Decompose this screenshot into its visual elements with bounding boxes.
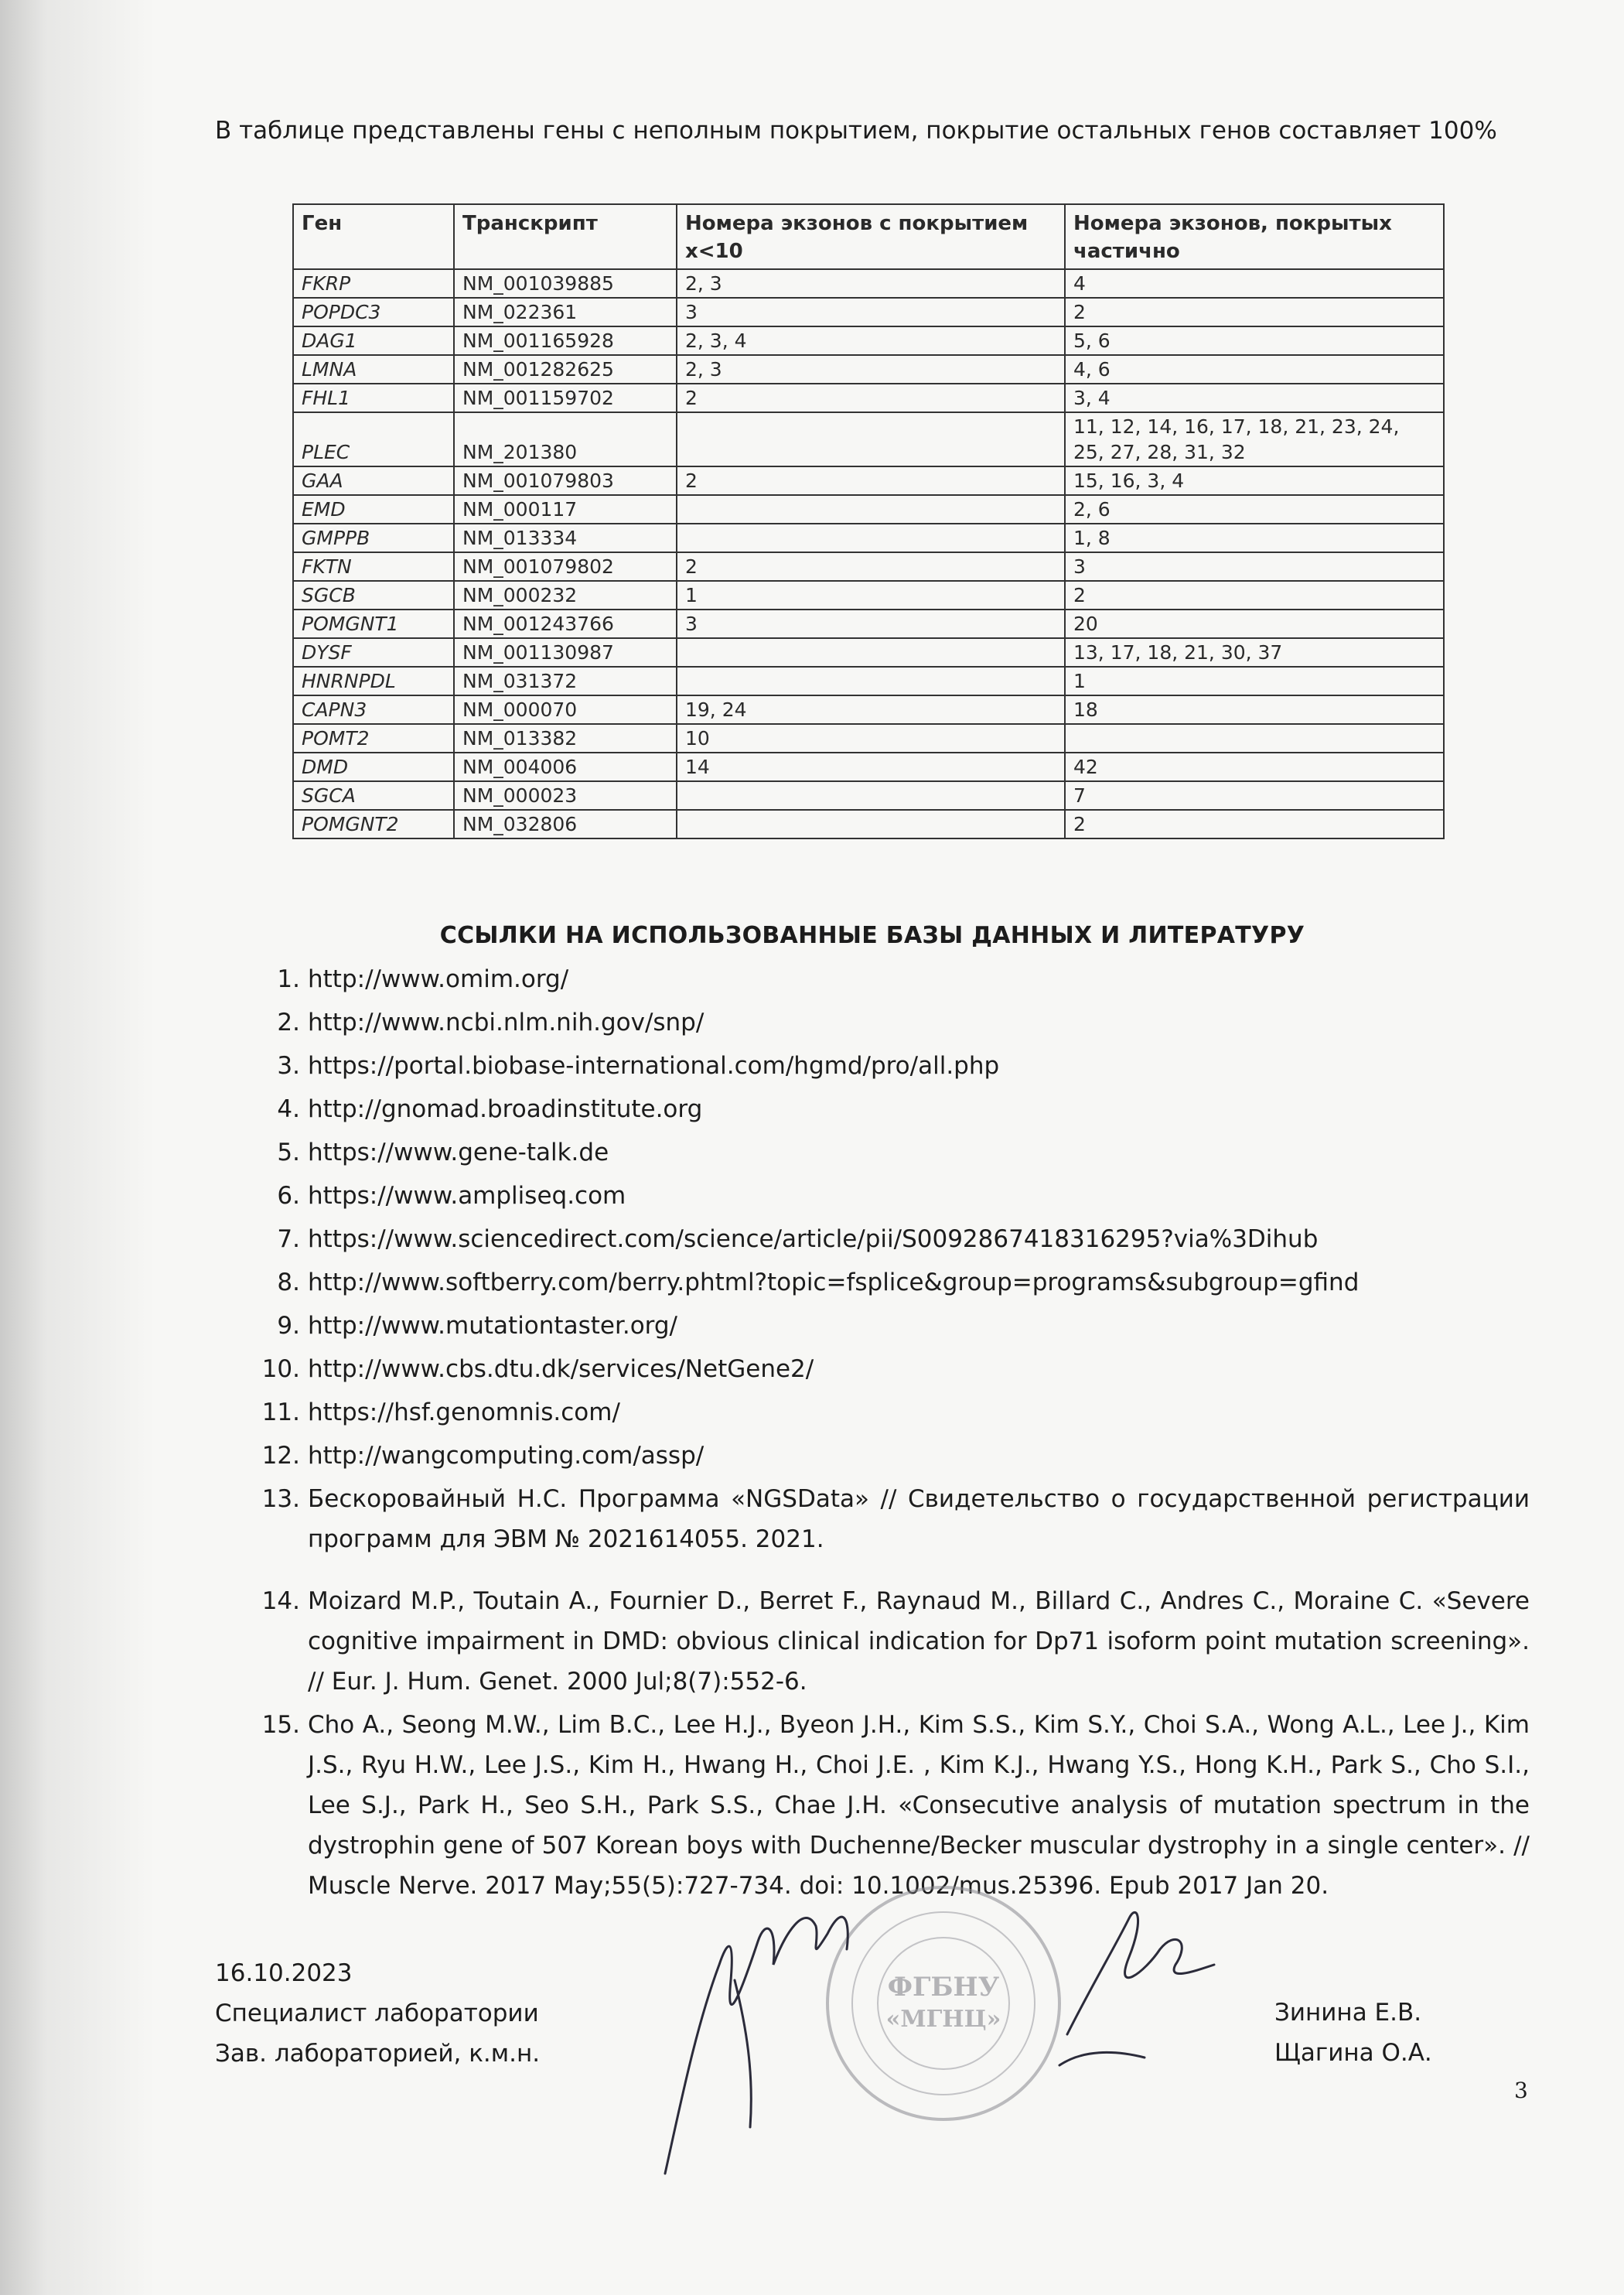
references-title: ССЫЛКИ НА ИСПОЛЬЗОВАННЫЕ БАЗЫ ДАННЫХ И ЛИТЕРАТУРУ (439, 922, 1305, 949)
transcript-cell: NM_022361 (454, 298, 677, 326)
reference-text: https://www.sciencedirect.com/science/article/pii/S0092867418316295?via%3Dihub (308, 1225, 1319, 1253)
reference-number: 15. (261, 1711, 300, 1739)
reference-item (215, 1479, 1530, 1559)
reference-item (215, 1046, 1530, 1086)
gene-cell: SGCA (293, 781, 454, 810)
signature-right-block (1274, 1993, 1432, 2073)
low-coverage-cell: 1 (677, 581, 1065, 610)
gene-cell: LMNA (293, 355, 454, 384)
transcript-cell: NM_001282625 (454, 355, 677, 384)
reference-number: 10. (261, 1355, 300, 1383)
transcript-cell: NM_000117 (454, 495, 677, 524)
table-row (293, 495, 1444, 524)
table-row (293, 269, 1444, 298)
name-specialist: Зинина Е.В. (1274, 1999, 1422, 2027)
table-row (293, 781, 1444, 810)
reference-item (215, 1219, 1530, 1259)
gene-cell: FKRP (293, 269, 454, 298)
transcript-cell: NM_001039885 (454, 269, 677, 298)
reference-item (215, 1349, 1530, 1389)
reference-text: Бескоровайный Н.С. Программа «NGSData» // Свидетельство о государственной регистрации программ для ЭВМ № 2021614055. 2021. (308, 1485, 1530, 1553)
transcript-cell: NM_004006 (454, 753, 677, 781)
partial-coverage-cell: 15, 16, 3, 4 (1065, 466, 1444, 495)
low-coverage-cell: 2 (677, 466, 1065, 495)
report-date: 16.10.2023 (215, 1959, 353, 1987)
transcript-cell: NM_000232 (454, 581, 677, 610)
role-head: Зав. лабораторией, к.м.н. (215, 2040, 541, 2068)
reference-text: https://www.gene-talk.de (308, 1139, 609, 1166)
partial-coverage-cell: 7 (1065, 781, 1444, 810)
gene-cell: DAG1 (293, 326, 454, 355)
low-coverage-cell (677, 638, 1065, 667)
low-coverage-cell: 2, 3, 4 (677, 326, 1065, 355)
partial-coverage-cell: 1 (1065, 667, 1444, 695)
table-row (293, 466, 1444, 495)
low-coverage-cell: 10 (677, 724, 1065, 753)
transcript-cell: NM_032806 (454, 810, 677, 838)
partial-coverage-cell: 42 (1065, 753, 1444, 781)
gene-cell: DMD (293, 753, 454, 781)
gene-cell: FHL1 (293, 384, 454, 412)
reference-number: 4. (277, 1095, 300, 1123)
low-coverage-cell: 14 (677, 753, 1065, 781)
gene-cell: POMT2 (293, 724, 454, 753)
reference-item (215, 1089, 1530, 1129)
reference-item (215, 959, 1530, 999)
header-gene: Ген (293, 204, 454, 269)
transcript-cell: NM_001079802 (454, 552, 677, 581)
transcript-cell: NM_001079803 (454, 466, 677, 495)
handwritten-signature-1 (665, 1917, 848, 2174)
gene-cell: PLEC (293, 412, 454, 466)
table-header-row (293, 204, 1444, 269)
round-stamp (827, 1887, 1059, 2119)
table-row (293, 810, 1444, 838)
partial-coverage-cell: 2 (1065, 810, 1444, 838)
table-row (293, 724, 1444, 753)
table-row (293, 355, 1444, 384)
handwritten-signature-2 (1059, 1912, 1214, 2065)
reference-text: http://www.mutationtaster.org/ (308, 1312, 677, 1340)
reference-number: 1. (277, 965, 300, 993)
reference-item (215, 1436, 1530, 1476)
low-coverage-cell: 2, 3 (677, 355, 1065, 384)
reference-number: 7. (277, 1225, 300, 1253)
table-row (293, 298, 1444, 326)
stamp-line2: «МГНЦ» (885, 2006, 1001, 2033)
partial-coverage-cell: 3 (1065, 552, 1444, 581)
reference-text: http://gnomad.broadinstitute.org (308, 1095, 703, 1123)
table-row (293, 610, 1444, 638)
partial-coverage-cell: 3, 4 (1065, 384, 1444, 412)
transcript-cell: NM_013334 (454, 524, 677, 552)
table-row (293, 753, 1444, 781)
table-row (293, 524, 1444, 552)
low-coverage-cell (677, 524, 1065, 552)
partial-coverage-cell: 11, 12, 14, 16, 17, 18, 21, 23, 24, 25, 27, 28, 31, 32 (1065, 412, 1444, 466)
table-row (293, 667, 1444, 695)
transcript-cell: NM_000070 (454, 695, 677, 724)
gene-cell: EMD (293, 495, 454, 524)
low-coverage-cell: 2, 3 (677, 269, 1065, 298)
page-number: 3 (1514, 2078, 1528, 2103)
reference-item (215, 1002, 1530, 1043)
partial-coverage-cell: 18 (1065, 695, 1444, 724)
reference-number: 6. (277, 1182, 300, 1210)
table-row (293, 412, 1444, 466)
header-transcript: Транскрипт (454, 204, 677, 269)
gene-cell: GMPPB (293, 524, 454, 552)
reference-text: http://www.cbs.dtu.dk/services/NetGene2/ (308, 1355, 814, 1383)
gene-cell: DYSF (293, 638, 454, 667)
gene-cell: HNRNPDL (293, 667, 454, 695)
low-coverage-cell (677, 495, 1065, 524)
reference-number: 13. (261, 1485, 300, 1513)
reference-number: 11. (261, 1399, 300, 1426)
reference-text: http://www.omim.org/ (308, 965, 569, 993)
transcript-cell: NM_001130987 (454, 638, 677, 667)
gene-cell: POMGNT2 (293, 810, 454, 838)
low-coverage-cell: 2 (677, 384, 1065, 412)
reference-text: Moizard M.P., Toutain A., Fournier D., Berret F., Raynaud M., Billard C., Andres C., Moraine C. «Severe cognitive impairment in DMD: obvious clinical indication for Dp71 isoform point mutation screening». // Eur. J. Hum. Genet. 2000 Jul;8(7):552-6. (308, 1587, 1530, 1696)
low-coverage-cell: 3 (677, 610, 1065, 638)
gene-cell: CAPN3 (293, 695, 454, 724)
scan-shadow (0, 0, 162, 2295)
transcript-cell: NM_031372 (454, 667, 677, 695)
table-row (293, 638, 1444, 667)
header-low-coverage: Номера экзонов с покрытием х<10 (677, 204, 1065, 269)
reference-number: 5. (277, 1139, 300, 1166)
transcript-cell: NM_000023 (454, 781, 677, 810)
low-coverage-cell (677, 412, 1065, 466)
name-head: Щагина О.А. (1274, 2039, 1432, 2067)
gene-cell: SGCB (293, 581, 454, 610)
role-specialist: Специалист лаборатории (215, 2000, 539, 2027)
reference-number: 8. (277, 1269, 300, 1296)
partial-coverage-cell: 20 (1065, 610, 1444, 638)
low-coverage-cell: 19, 24 (677, 695, 1065, 724)
low-coverage-cell (677, 781, 1065, 810)
partial-coverage-cell (1065, 724, 1444, 753)
gene-coverage-table (292, 203, 1445, 839)
intro-paragraph: В таблице представлены гены с неполным покрытием, покрытие остальных генов составляет 100% (215, 117, 1497, 145)
reference-text: http://wangcomputing.com/assp/ (308, 1442, 705, 1470)
reference-text: Cho A., Seong M.W., Lim B.C., Lee H.J., Byeon J.H., Kim S.S., Kim S.Y., Choi S.A., Wong A.L., Lee J., Kim J.S., Ryu H.W., Lee J.S., Kim H., Hwang H., Choi J.E. , Kim K.J., Hwang Y.S., Hong K.H., Park S., Cho S.I., Lee S.J., Park H., Seo S.H., Park S.S., Chae J.H. «Consecutive analysis of mutation spectrum in the dystrophin gene of 507 Korean boys with Duchenne/Becker muscular dystrophy in a single center». // Muscle Nerve. 2017 May;55(5):727-734. doi: 10.1002/mus.25396. Epub 2017 Jan 20. (308, 1711, 1530, 1900)
partial-coverage-cell: 2, 6 (1065, 495, 1444, 524)
transcript-cell: NM_013382 (454, 724, 677, 753)
reference-number: 14. (261, 1587, 300, 1615)
reference-text: https://portal.biobase-international.com/hgmd/pro/all.php (308, 1052, 1000, 1080)
reference-item (215, 1306, 1530, 1346)
transcript-cell: NM_001165928 (454, 326, 677, 355)
transcript-cell: NM_201380 (454, 412, 677, 466)
partial-coverage-cell: 4, 6 (1065, 355, 1444, 384)
reference-number: 2. (277, 1009, 300, 1037)
partial-coverage-cell: 5, 6 (1065, 326, 1444, 355)
partial-coverage-cell: 2 (1065, 298, 1444, 326)
signature-left-block (215, 1953, 540, 2074)
partial-coverage-cell: 13, 17, 18, 21, 30, 37 (1065, 638, 1444, 667)
partial-coverage-cell: 2 (1065, 581, 1444, 610)
reference-number: 3. (277, 1052, 300, 1080)
table-row (293, 552, 1444, 581)
gene-cell: FKTN (293, 552, 454, 581)
reference-text: https://hsf.genomnis.com/ (308, 1399, 620, 1426)
partial-coverage-cell: 1, 8 (1065, 524, 1444, 552)
reference-number: 9. (277, 1312, 300, 1340)
reference-text: http://www.ncbi.nlm.nih.gov/snp/ (308, 1009, 705, 1037)
low-coverage-cell (677, 667, 1065, 695)
transcript-cell: NM_001243766 (454, 610, 677, 638)
gene-cell: POPDC3 (293, 298, 454, 326)
low-coverage-cell: 3 (677, 298, 1065, 326)
reference-text: https://www.ampliseq.com (308, 1182, 626, 1210)
stamp-and-signatures (650, 1872, 1284, 2197)
gene-cell: POMGNT1 (293, 610, 454, 638)
reference-item (215, 1581, 1530, 1702)
table-row (293, 695, 1444, 724)
gene-cell: GAA (293, 466, 454, 495)
partial-coverage-cell: 4 (1065, 269, 1444, 298)
table-row (293, 326, 1444, 355)
reference-item (215, 1262, 1530, 1303)
low-coverage-cell: 2 (677, 552, 1065, 581)
low-coverage-cell (677, 810, 1065, 838)
header-partial-coverage: Номера экзонов, покрытых частично (1065, 204, 1444, 269)
reference-item (215, 1392, 1530, 1433)
references-list (215, 959, 1530, 1909)
table-body (293, 269, 1444, 838)
reference-item (215, 1176, 1530, 1216)
stamp-line1: ФГБНУ (887, 1972, 1000, 2003)
reference-number: 12. (261, 1442, 300, 1470)
table-row (293, 581, 1444, 610)
table-row (293, 384, 1444, 412)
transcript-cell: NM_001159702 (454, 384, 677, 412)
reference-item (215, 1132, 1530, 1173)
reference-text: http://www.softberry.com/berry.phtml?topic=fsplice&group=programs&subgroup=gfind (308, 1269, 1360, 1296)
